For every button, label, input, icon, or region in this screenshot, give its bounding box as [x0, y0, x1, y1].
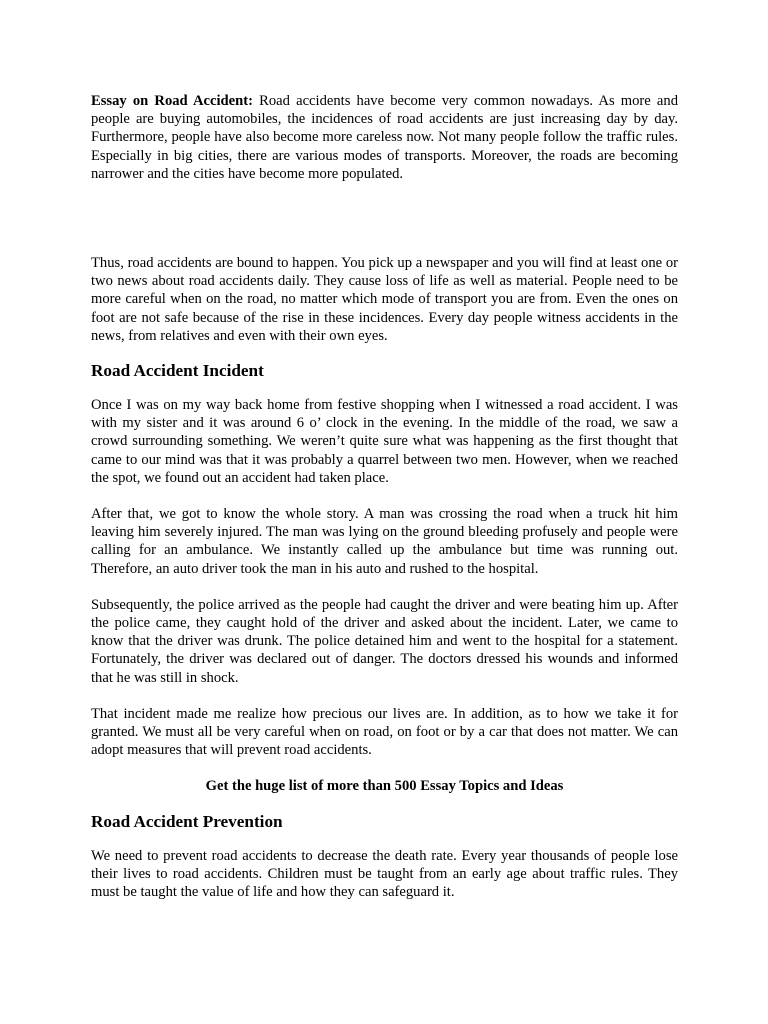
document-page — [91, 92, 678, 901]
prevention-heading: Road Accident Prevention — [91, 811, 283, 831]
essay-topics-link[interactable]: Get the huge list of more than 500 Essay Topics and Ideas — [205, 778, 564, 795]
spacer — [91, 578, 678, 596]
incident-paragraph: After that, we got to know the whole story. A man was crossing the road when a truck hit him leaving him severely injured. The man was lying on the ground bleeding profusely and people were calling for an ambulance. We instantly called up the ambulance but time was running out. Therefore, an auto driver took the man in his auto and rushed to the hospital. — [91, 506, 678, 577]
incident-paragraph: Once I was on my way back home from festive shopping when I witnessed a road accident. I was with my sister and it was around 6 o’ clock in the evening. In the middle of the road, we saw a crowd surrounding something. We weren’t quite sure what was happening as the first thought that came to our mind was that it was probably a quarrel between two men. However, when we reached the spot, we found out an accident had taken place. — [91, 397, 678, 486]
spacer — [91, 796, 678, 811]
incident-heading: Road Accident Incident — [91, 361, 264, 381]
prevention-paragraph: We need to prevent road accidents to decrease the death rate. Every year thousands of people lose their lives to road accidents. Children must be taught from an early age about traffic rules. They must be taught the value of life and how they can safeguard it. — [91, 847, 678, 901]
spacer — [91, 183, 678, 254]
intro-paragraph — [91, 92, 678, 183]
spacer — [91, 759, 678, 777]
incident-paragraph: That incident made me realize how precious our lives are. In addition, as to how we take it for granted. We must all be very careful when on road, on foot or by a car that does not matter. We can adopt measures that will prevent road accidents. — [91, 705, 678, 759]
spacer — [91, 833, 678, 847]
intro-text: Road accidents have become very common nowadays. As more and people are buying automobiles, the incidences of road accidents are just increasing day by day. Furthermore, people have also become more careless now. Not many people follow the traffic rules. Especially in big cities, there are various modes of transports. Moreover, the roads are becoming narrower and the cities have become more populated. — [91, 93, 678, 182]
intro-label: Essay on Road Accident: — [91, 93, 253, 109]
incident-paragraph: Subsequently, the police arrived as the people had caught the driver and were beating him up. After the police came, they caught hold of the driver and asked about the incident. Later, we came to know that the driver was drunk. The police detained him and went to the hospital for a statement. Fortunately, the driver was declared out of danger. The doctors dressed his wounds and informed that he was still in shock. — [91, 596, 678, 686]
spacer — [91, 345, 678, 360]
body-paragraph: Thus, road accidents are bound to happen. You pick up a newspaper and you will find at least one or two news about road accidents daily. They cause loss of life as well as material. People need to be more careful when on the road, no matter which mode of transport you are from. Even the ones on foot are not safe because of the rise in these incidences. Every day people witness accidents in the news, from relatives and even with their own eyes. — [91, 255, 678, 344]
spacer — [91, 487, 678, 505]
spacer — [91, 382, 678, 396]
spacer — [91, 687, 678, 705]
